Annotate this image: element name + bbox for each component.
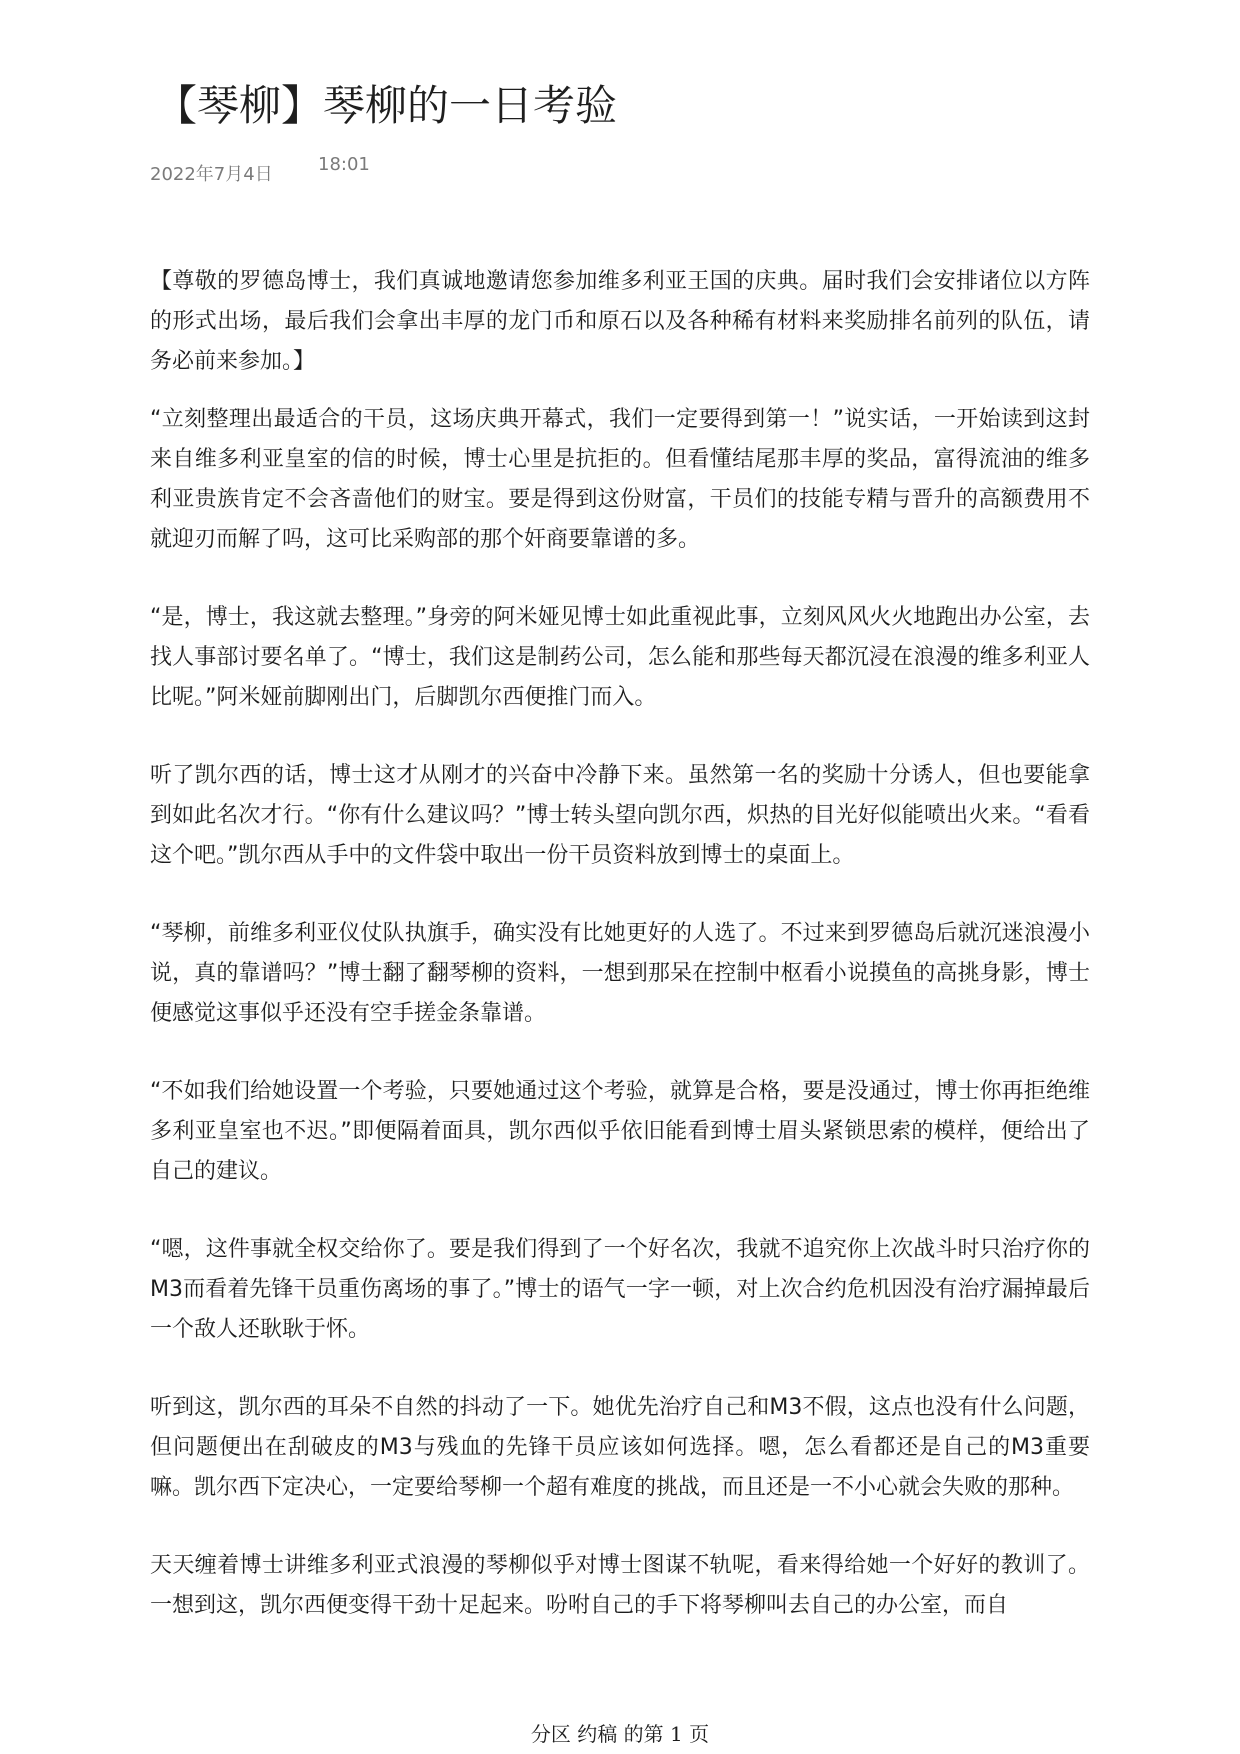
paragraph: “立刻整理出最适合的干员，这场庆典开幕式，我们一定要得到第一！”说实话，一开始读到这封来自维多利亚皇室的信的时候，博士心里是抗拒的。但看懂结尾那丰厚的奖品，富得流油的维多利亚贵族肯定不会吝啬他们的财宝。要是得到这份财富，干员们的技能专精与晋升的高额费用不就迎刃而解了吗，这可比采购部的那个奸商要靠谱的多。: [150, 407, 1090, 552]
paragraph: 【尊敬的罗德岛博士，我们真诚地邀请您参加维多利亚王国的庆典。届时我们会安排诸位以方阵的形式出场，最后我们会拿出丰厚的龙门币和原石以及各种稀有材料来奖励排名前列的队伍，请务必前来参加。】: [150, 269, 1090, 374]
note-time: 18:01: [318, 154, 370, 175]
paragraph: “是，博士，我这就去整理。”身旁的阿米娅见博士如此重视此事，立刻风风火火地跑出办公室，去找人事部讨要名单了。“博士，我们这是制药公司，怎么能和那些每天都沉浸在浪漫的维多利亚人比呢。”阿米娅前脚刚出门，后脚凯尔西便推门而入。: [150, 605, 1090, 710]
page-title: 【琴柳】琴柳的一日考验: [155, 81, 618, 130]
paragraph: 天天缠着博士讲维多利亚式浪漫的琴柳似乎对博士图谋不轨呢，看来得给她一个好好的教训了。一想到这，凯尔西便变得干劲十足起来。吩咐自己的手下将琴柳叫去自己的办公室，而自: [150, 1553, 1090, 1618]
paragraph: “不如我们给她设置一个考验，只要她通过这个考验，就算是合格，要是没通过，博士你再拒绝维多利亚皇室也不迟。”即便隔着面具，凯尔西似乎依旧能看到博士眉头紧锁思索的模样，便给出了自己的建议。: [150, 1079, 1090, 1184]
note-body: [150, 262, 1090, 1626]
paragraph: 听了凯尔西的话，博士这才从刚才的兴奋中冷静下来。虽然第一名的奖励十分诱人，但也要能拿到如此名次才行。“你有什么建议吗？”博士转头望向凯尔西，炽热的目光好似能喷出火来。“看看这个吧。”凯尔西从手中的文件袋中取出一份干员资料放到博士的桌面上。: [150, 763, 1090, 868]
paragraph: 听到这，凯尔西的耳朵不自然的抖动了一下。她优先治疗自己和M3不假，这点也没有什么问题，但问题便出在刮破皮的M3与残血的先锋干员应该如何选择。嗯，怎么看都还是自己的M3重要嘛。凯尔西下定决心，一定要给琴柳一个超有难度的挑战，而且还是一不小心就会失败的那种。: [150, 1395, 1090, 1500]
note-date: 2022年7月4日: [150, 164, 273, 185]
page-footer: 分区 约稿 的第 1 页: [530, 1722, 710, 1746]
paragraph: “琴柳，前维多利亚仪仗队执旗手，确实没有比她更好的人选了。不过来到罗德岛后就沉迷浪漫小说，真的靠谱吗？”博士翻了翻琴柳的资料，一想到那呆在控制中枢看小说摸鱼的高挑身影，博士便感觉这事似乎还没有空手搓金条靠谱。: [150, 921, 1090, 1026]
paragraph: “嗯，这件事就全权交给你了。要是我们得到了一个好名次，我就不追究你上次战斗时只治疗你的M3而看着先锋干员重伤离场的事了。”博士的语气一字一顿，对上次合约危机因没有治疗漏掉最后一个敌人还耿耿于怀。: [150, 1237, 1090, 1342]
